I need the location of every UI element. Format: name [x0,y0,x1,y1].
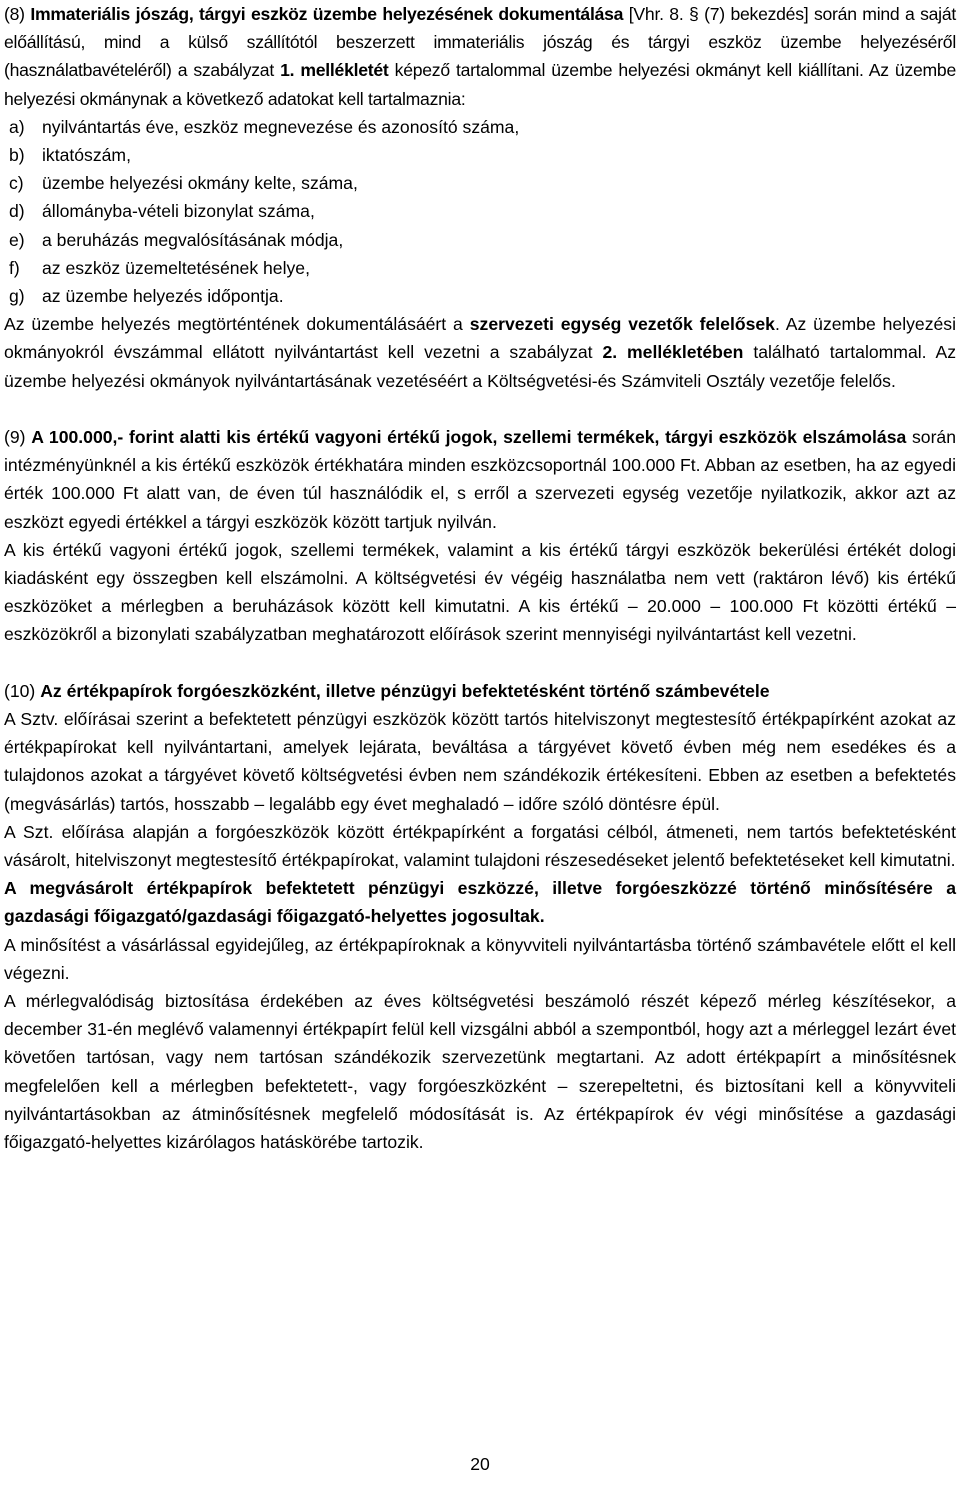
list-item-text: az eszköz üzemeltetésének helye, [42,257,310,278]
list-item [4,141,956,169]
list-marker: d) [9,201,25,222]
list-marker: c) [9,173,24,194]
emphasis-text: szervezeti egység vezetők felelősek [469,314,775,335]
list-marker: a) [9,116,25,137]
section-number: (10) [4,680,41,701]
section-10-emphasis [4,874,956,930]
list-item [4,113,956,141]
section-10-text: A mérlegvalódiság biztosítása érdekében az éves költségvetési beszámoló részét képező mérleg készítésekor, a december 31-én meglévő valamennyi értékpapírt felül kell vizsgálni abból a szempontból, hogy azt a mérleggel lezárt évet követően tartósan, vagy nem tartósan szándékozik szervezetünk megtartani. Az adott értékpapírt a minősítésnek megfelelően kell a mérlegben befektetett-, vagy forgóeszközként – szerepeltetni, és biztosítani kell a könyvviteli nyilvántartásokban az átminősítésnek megfelelő módosítását is. Az értékpapírok év végi minősítése a gazdasági főigazgató-helyettes kizárólagos hatáskörébe tartozik. [4,991,956,1153]
paragraph-text: képező tartalommal üzembe helyezési okmányt kell kiállítani. Az üzembe helyezési okmánynak a következő adatokat kell tartalmaznia: [4,60,956,109]
paragraph-text: [Vhr. 8. § (7) bekezdés] során mind a saját előállítású, mind a külső szállítótól beszerzett immateriális jószág és tárgyi eszköz üzembe helyezéséről (használatbavételéről) a szabályzat [4,4,957,81]
section-number: (8) [4,4,31,24]
list-item-text: üzembe helyezési okmány kelte, száma, [42,173,358,194]
section-10-text: A Szt. előírása alapján a forgóeszközök között értékpapírként a forgatási célból, átmeneti, nem tartós befektetésként vásárolt, hitelviszonyt megtestesítő értékpapírokat, valamint tulajdoni részesedéseket jelentő befektetéseket kell kimutatni. [4,821,956,871]
list-marker: b) [9,145,25,166]
list-item-text: állományba-vételi bizonylat száma, [42,201,315,222]
list-item [4,169,956,197]
section-10-text: A Sztv. előírásai szerint a befektetett pénzügyi eszközök között tartós hitelviszonyt megtestesítő értékpapírként azokat az értékpapírokat kell nyilvántartani, amelyek lejárata, beváltása a tárgyévet követő évben még nem esedékes és a tulajdonos azokat a tárgyévet követő költségvetési évben nem szándékozik értékesíteni. Ebben az esetben a befektetés (megvásárlás) tartós, hosszabb – legalább egy évet meghaladó – időre szóló döntésre épül. [4,709,956,814]
section-9-text: A kis értékű vagyoni értékű jogok, szellemi termékek, valamint a kis értékű tárgyi eszközök bekerülési értékét dologi kiadásként egy összegben kell elszámolni. A költségvetési év végéig használatba nem vett (raktáron lévő) kis értékű eszközöket a mérlegben a beruházások között kell kimutatni. A kis értékű – 20.000 – 100.000 Ft közötti értékű – eszközökről a bizonylati szabályzatban meghatározott előírások szerint mennyiségi nyilvántartást kell vezetni. [4,539,956,645]
list-marker: g) [9,286,25,307]
list-marker: e) [9,229,25,250]
document-page [4,0,956,1156]
list-marker: f) [9,257,20,278]
list-item [4,254,956,282]
page-number: 20 [470,1454,490,1474]
paragraph-text: Az üzembe helyezés megtörténtének dokumentálásáért a [4,314,470,335]
list-item-text: a beruházás megvalósításának módja, [42,229,344,250]
section-number: (9) [4,427,32,448]
list-item [4,282,956,310]
emphasis-text: A megvásárolt értékpapírok befektetett pénzügyi eszközzé, illetve forgóeszközzé történő minősítésére a gazdasági főigazgató/gazdasági főigazgató-helyettes jogosultak. [4,878,956,927]
spacer [4,395,956,423]
section-10-heading [4,677,956,705]
list-item [4,226,956,254]
section-heading: A 100.000,- forint alatti kis értékű vagyoni értékű jogok, szellemi termékek, tárgyi eszközök elszámolása [31,427,907,448]
section-8-responsibility [4,310,956,395]
list-item [4,197,956,225]
list-item-text: iktatószám, [42,145,131,166]
annex-reference: 1. mellékletét [280,60,389,81]
section-9-intro [4,423,956,536]
annex-reference: 2. mellékletében [602,342,744,363]
list-item-text: nyilvántartás éve, eszköz megnevezése és azonosító száma, [42,116,520,137]
paragraph-text: során intézményünknél a kis értékű eszközök értékhatára minden eszközcsoportnál 100.000 Ft. Abban az esetben, ha az egyedi érték 100.000 Ft alatt van, de éven túl használódik el, s erről a szervezeti egység vezetője nyilatkozik, akkor azt az eszközt egyedi értékkel a tárgyi eszközök között tartjuk nyilván. [4,427,956,532]
paragraph-text: található tartalommal. Az üzembe helyezési okmányok nyilvántartásának vezetéséért a Költségvetési-és Számviteli Osztály vezetője felelős. [4,342,956,391]
section-heading: Az értékpapírok forgóeszközként, illetve pénzügyi befektetésként történő számbevétele [40,680,770,701]
paragraph-text: . Az üzembe helyezési okmányokról évszámmal ellátott nyilvántartást kell vezetni a szabályzat [4,314,956,363]
list-item-text: az üzembe helyezés időpontja. [42,286,284,307]
required-data-list [4,113,956,310]
section-8-intro [4,0,956,113]
section-10-text: A minősítést a vásárlással egyidejűleg, az értékpapíroknak a könyvviteli nyilvántartásba történő számbavétele előtt el kell végezni. [4,934,956,983]
section-heading: Immateriális jószág, tárgyi eszköz üzembe helyezésének dokumentálása [30,4,624,24]
spacer [4,649,956,677]
